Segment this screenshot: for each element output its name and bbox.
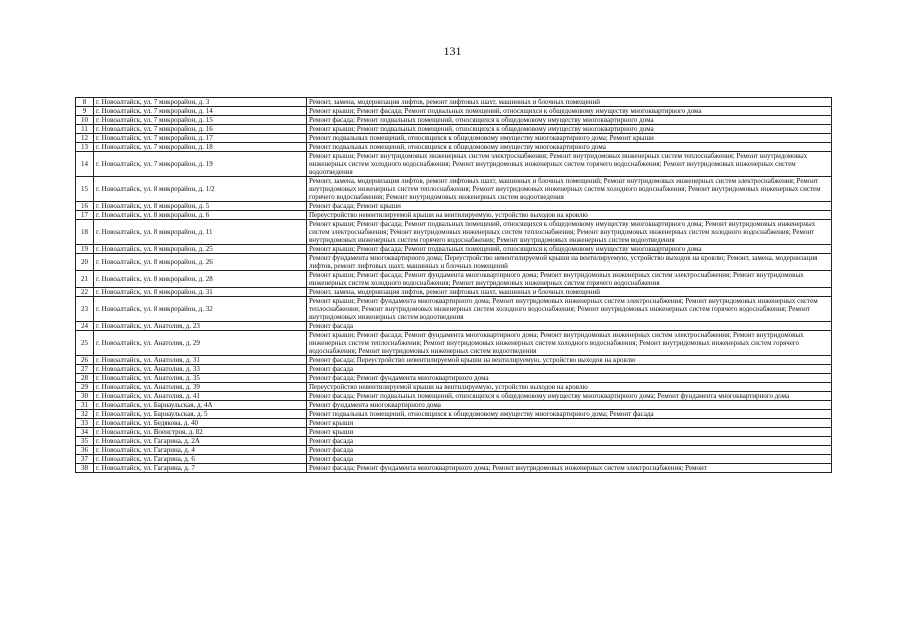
address-cell: г. Новоалтайск, ул. Анатолия, д. 35: [94, 374, 307, 383]
works-cell: Ремонт фундамента многоквартирного дома: [307, 401, 832, 410]
row-number-cell: 15: [76, 177, 94, 202]
row-number-cell: 36: [76, 446, 94, 455]
address-cell: г. Новоалтайск, ул. Анатолия, д. 29: [94, 331, 307, 356]
works-cell: Ремонт фасада; Ремонт фундамента многоквартирного дома: [307, 374, 832, 383]
works-cell: Ремонт крыши; Ремонт фасада; Ремонт фундамента многоквартирного дома; Ремонт внутридомовых инженерных систем электроснабжения; Ремонт внутридомовых инженерных систем теплоснабжения; Ремонт внутридомовых инженерных систем холодного водоснабжения; Ремонт внутридомовых инженерных систем горячего водоснабжения; Ремонт внутридомовых инженерных систем водоотведения: [307, 331, 832, 356]
row-number-cell: 29: [76, 383, 94, 392]
works-cell: Ремонт фасада; Ремонт крыши: [307, 202, 832, 211]
table-row: [76, 383, 832, 392]
row-number-cell: 23: [76, 297, 94, 322]
address-cell: г. Новоалтайск, ул. 8 микрорайон, д. 31: [94, 288, 307, 297]
table-row: [76, 356, 832, 365]
row-number-cell: 25: [76, 331, 94, 356]
table-row: [76, 134, 832, 143]
works-cell: Ремонт фасада: [307, 437, 832, 446]
address-cell: г. Новоалтайск, ул. Барнаульская, д. 5: [94, 410, 307, 419]
table-row: [76, 428, 832, 437]
address-cell: г. Новоалтайск, ул. 7 микрорайон, д. 3: [94, 98, 307, 107]
works-cell: Ремонт крыши; Ремонт фундамента многоквартирного дома; Ремонт внутридомовых инженерных систем электроснабжения; Ремонт внутридомовых инженерных систем теплоснабжения; Ремонт внутридомовых инженерных систем холодного водоснабжения; Ремонт внутридомовых инженерных систем горячего водоснабжения; Ремонт внутридомовых инженерных систем водоотведения: [307, 297, 832, 322]
address-cell: г. Новоалтайск, ул. 8 микрорайон, д. 32: [94, 297, 307, 322]
address-cell: г. Новоалтайск, ул. 8 микрорайон, д. 5: [94, 202, 307, 211]
address-cell: г. Новоалтайск, ул. Гагарина, д. 4: [94, 446, 307, 455]
row-number-cell: 13: [76, 143, 94, 152]
row-number-cell: 8: [76, 98, 94, 107]
works-cell: Ремонт крыши: [307, 428, 832, 437]
table-row: [76, 322, 832, 331]
works-cell: Ремонт фасада; Ремонт подвальных помещений, относящихся к общедомовому имуществу многоквартирного дома; Ремонт фундамента многоквартирного дома: [307, 392, 832, 401]
address-cell: г. Новоалтайск, ул. Бедякова, д. 40: [94, 419, 307, 428]
row-number-cell: 27: [76, 365, 94, 374]
table-row: [76, 288, 832, 297]
table-row: [76, 271, 832, 288]
table-row: [76, 254, 832, 271]
table-row: [76, 464, 832, 473]
row-number-cell: 33: [76, 419, 94, 428]
works-cell: Ремонт фасада: [307, 446, 832, 455]
page-number: 131: [443, 44, 462, 58]
table-row: [76, 419, 832, 428]
works-cell: Ремонт фасада: [307, 365, 832, 374]
works-cell: Ремонт, замена, модернизация лифтов, ремонт лифтовых шахт, машинных и блочных помещений; Ремонт внутридомовых инженерных систем электроснабжения; Ремонт внутридомовых инженерных систем теплоснабжения; Ремонт внутридомовых инженерных систем холодного водоснабжения; Ремонт внутридомовых инженерных систем горячего водоснабжения; Ремонт внутридомовых инженерных систем водоотведения: [307, 177, 832, 202]
row-number-cell: 18: [76, 220, 94, 245]
address-cell: г. Новоалтайск, ул. 8 микрорайон, д. 11: [94, 220, 307, 245]
table-row: [76, 98, 832, 107]
row-number-cell: 12: [76, 134, 94, 143]
table-row: [76, 125, 832, 134]
table-row: [76, 401, 832, 410]
table-row: [76, 446, 832, 455]
address-cell: г. Новоалтайск, ул. Военстроя, д. 82: [94, 428, 307, 437]
address-cell: г. Новоалтайск, ул. Гагарина, д. 6: [94, 455, 307, 464]
row-number-cell: 20: [76, 254, 94, 271]
row-number-cell: 30: [76, 392, 94, 401]
address-cell: г. Новоалтайск, ул. Анатолия, д. 39: [94, 383, 307, 392]
table-row: [76, 374, 832, 383]
address-cell: г. Новоалтайск, ул. 7 микрорайон, д. 15: [94, 116, 307, 125]
row-number-cell: 37: [76, 455, 94, 464]
address-cell: г. Новоалтайск, ул. 7 микрорайон, д. 16: [94, 125, 307, 134]
works-cell: Ремонт, замена, модернизация лифтов, ремонт лифтовых шахт, машинных и блочных помещений: [307, 98, 832, 107]
table-row: [76, 455, 832, 464]
address-cell: г. Новоалтайск, ул. 8 микрорайон, д. 25: [94, 245, 307, 254]
works-cell: Ремонт фасада: [307, 455, 832, 464]
works-cell: Ремонт фасада; Переустройство невентилируемой крыши на вентилируемую, устройство выходов на кровлю: [307, 356, 832, 365]
works-cell: Ремонт крыши; Ремонт фасада; Ремонт подвальных помещений, относящихся к общедомовому имуществу многоквартирного дома: [307, 107, 832, 116]
table-row: [76, 152, 832, 177]
address-cell: г. Новоалтайск, ул. Гагарина, д. 7: [94, 464, 307, 473]
table-row: [76, 116, 832, 125]
table-row: [76, 437, 832, 446]
table-row: [76, 392, 832, 401]
table-row: [76, 143, 832, 152]
address-cell: г. Новоалтайск, ул. 7 микрорайон, д. 19: [94, 152, 307, 177]
address-cell: г. Новоалтайск, ул. Барнаульская, д. 4А: [94, 401, 307, 410]
address-cell: г. Новоалтайск, ул. 7 микрорайон, д. 17: [94, 134, 307, 143]
row-number-cell: 35: [76, 437, 94, 446]
table-row: [76, 297, 832, 322]
row-number-cell: 24: [76, 322, 94, 331]
row-number-cell: 31: [76, 401, 94, 410]
row-number-cell: 16: [76, 202, 94, 211]
works-cell: Ремонт фундамента многоквартирного дома; Переустройство невентилируемой крыши на вентилируемую, устройство выходов на кровлю; Ремонт, замена, модернизация лифтов, ремонт лифтовых шахт, машинных и блочных помещений: [307, 254, 832, 271]
row-number-cell: 9: [76, 107, 94, 116]
row-number-cell: 11: [76, 125, 94, 134]
table-row: [76, 245, 832, 254]
works-cell: Ремонт крыши; Ремонт фасада; Ремонт фундамента многоквартирного дома; Ремонт внутридомовых инженерных систем электроснабжения; Ремонт внутридомовых инженерных систем холодного водоснабжения; Ремонт внутридомовых инженерных систем горячего водоснабжения: [307, 271, 832, 288]
works-cell: Ремонт подвальных помещений, относящихся к общедомовому имуществу многоквартирного дома; Ремонт крыши: [307, 134, 832, 143]
works-cell: Ремонт крыши; Ремонт внутридомовых инженерных систем электроснабжения; Ремонт внутридомовых инженерных систем теплоснабжения; Ремонт внутридомовых инженерных систем холодного водоснабжения; Ремонт внутридомовых инженерных систем горячего водоснабжения; Ремонт внутридомовых инженерных систем водоотведения: [307, 152, 832, 177]
works-cell: Ремонт подвальных помещений, относящихся к общедомовому имуществу многоквартирного дома; Ремонт фасада: [307, 410, 832, 419]
address-cell: г. Новоалтайск, ул. Анатолия, д. 31: [94, 356, 307, 365]
address-cell: г. Новоалтайск, ул. 8 микрорайон, д. 26: [94, 254, 307, 271]
table-row: [76, 107, 832, 116]
row-number-cell: 22: [76, 288, 94, 297]
works-cell: Ремонт фасада: [307, 322, 832, 331]
address-cell: г. Новоалтайск, ул. Гагарина, д. 2А: [94, 437, 307, 446]
table-row: [76, 220, 832, 245]
works-cell: Переустройство невентилируемой крыши на вентилируемую, устройство выходов на кровлю: [307, 211, 832, 220]
works-cell: Ремонт крыши: [307, 419, 832, 428]
works-cell: Переустройство невентилируемой крыши на вентилируемую, устройство выходов на кровлю: [307, 383, 832, 392]
repair-program-table: [75, 97, 832, 473]
address-cell: г. Новоалтайск, ул. Анатолия, д. 41: [94, 392, 307, 401]
row-number-cell: 17: [76, 211, 94, 220]
table-row: [76, 177, 832, 202]
works-cell: Ремонт подвальных помещений, относящихся к общедомовому имуществу многоквартирного дома: [307, 143, 832, 152]
table-row: [76, 331, 832, 356]
row-number-cell: 38: [76, 464, 94, 473]
address-cell: г. Новоалтайск, ул. 8 микрорайон, д. 28: [94, 271, 307, 288]
table-row: [76, 211, 832, 220]
works-cell: Ремонт фасада; Ремонт фундамента многоквартирного дома; Ремонт внутридомовых инженерных систем электроснабжения; Ремонт: [307, 464, 832, 473]
works-cell: Ремонт, замена, модернизация лифтов, ремонт лифтовых шахт, машинных и блочных помещений: [307, 288, 832, 297]
address-cell: г. Новоалтайск, ул. Анатолия, д. 23: [94, 322, 307, 331]
address-cell: г. Новоалтайск, ул. 8 микрорайон, д. 6: [94, 211, 307, 220]
table-row: [76, 202, 832, 211]
row-number-cell: 32: [76, 410, 94, 419]
row-number-cell: 21: [76, 271, 94, 288]
table-row: [76, 410, 832, 419]
table-body: [76, 98, 832, 473]
row-number-cell: 19: [76, 245, 94, 254]
works-cell: Ремонт крыши; Ремонт подвальных помещений, относящихся к общедомовому имуществу многоквартирного дома: [307, 125, 832, 134]
row-number-cell: 28: [76, 374, 94, 383]
row-number-cell: 26: [76, 356, 94, 365]
row-number-cell: 10: [76, 116, 94, 125]
row-number-cell: 14: [76, 152, 94, 177]
address-cell: г. Новоалтайск, ул. Анатолия, д. 33: [94, 365, 307, 374]
address-cell: г. Новоалтайск, ул. 7 микрорайон, д. 18: [94, 143, 307, 152]
address-cell: г. Новоалтайск, ул. 8 микрорайон, д. 1/2: [94, 177, 307, 202]
table-row: [76, 365, 832, 374]
address-cell: г. Новоалтайск, ул. 7 микрорайон, д. 14: [94, 107, 307, 116]
works-cell: Ремонт крыши; Ремонт фасада; Ремонт подвальных помещений, относящихся к общедомовому имуществу многоквартирного дома; Ремонт внутридомовых инженерных систем электроснабжения; Ремонт внутридомовых инженерных систем теплоснабжения; Ремонт внутридомовых инженерных систем холодного водоснабжения; Ремонт внутридомовых инженерных систем горячего водоснабжения; Ремонт внутридомовых инженерных систем водоотведения: [307, 220, 832, 245]
row-number-cell: 34: [76, 428, 94, 437]
works-cell: Ремонт фасада; Ремонт подвальных помещений, относящихся к общедомовому имуществу многоквартирного дома: [307, 116, 832, 125]
works-cell: Ремонт крыши; Ремонт фасада; Ремонт подвальных помещений, относящихся к общедомовому имуществу многоквартирного дома: [307, 245, 832, 254]
